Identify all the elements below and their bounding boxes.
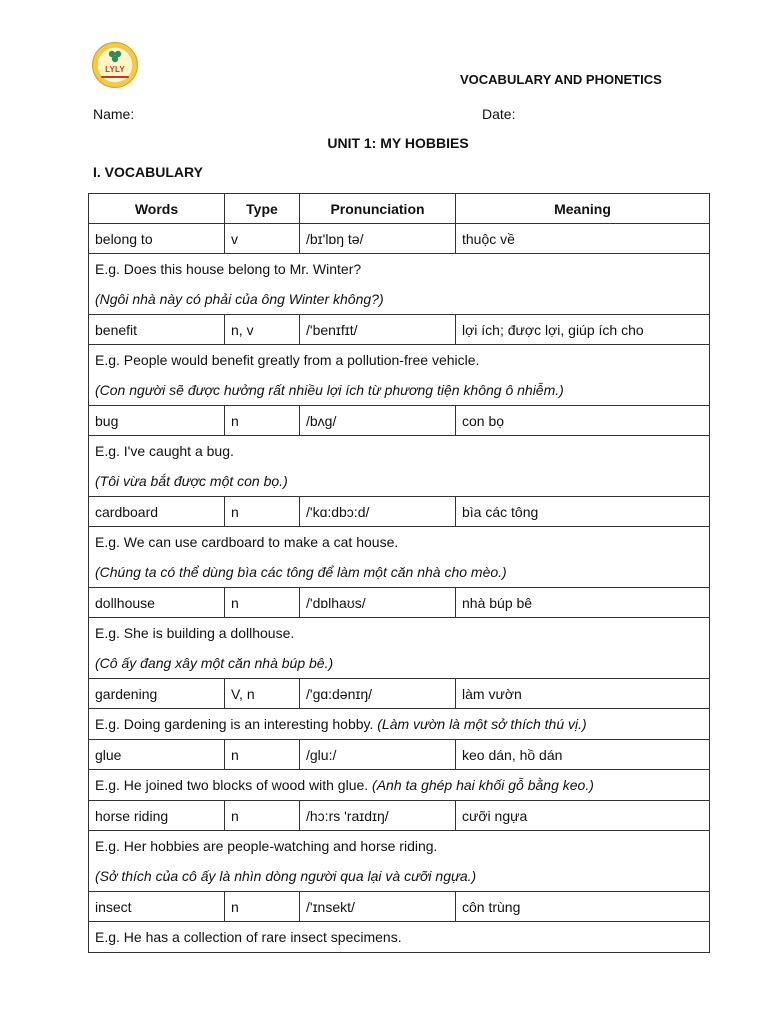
- cell-word: belong to: [89, 224, 225, 254]
- cell-pronunciation: /hɔ:rs 'raɪdɪŋ/: [300, 801, 456, 831]
- example-cell: [89, 527, 710, 588]
- table-header-row: [89, 194, 710, 224]
- example-row: [89, 831, 710, 892]
- example-cell: [89, 770, 710, 801]
- cell-meaning: nhà búp bê: [456, 588, 710, 618]
- example-sentence: E.g. I've caught a bug.: [95, 443, 234, 459]
- example-row: [89, 922, 710, 953]
- cell-word: glue: [89, 740, 225, 770]
- example-translation: (Chúng ta có thể dùng bìa các tông để làm một căn nhà cho mèo.): [95, 564, 507, 580]
- table-row: [89, 588, 710, 618]
- document-title: VOCABULARY AND PHONETICS: [460, 72, 662, 87]
- column-header-words: Words: [89, 194, 225, 224]
- unit-title: UNIT 1: MY HOBBIES: [327, 135, 469, 151]
- example-row: [89, 345, 710, 406]
- table-row: [89, 892, 710, 922]
- example-cell: [89, 345, 710, 406]
- column-header-meaning: Meaning: [456, 194, 710, 224]
- table-row: [89, 679, 710, 709]
- cell-meaning: keo dán, hồ dán: [456, 740, 710, 770]
- cell-pronunciation: /glu:/: [300, 740, 456, 770]
- column-header-type: Type: [225, 194, 300, 224]
- example-cell: [89, 831, 710, 892]
- example-sentence: E.g. He joined two blocks of wood with glue.: [95, 777, 369, 793]
- cell-word: dollhouse: [89, 588, 225, 618]
- example-translation: (Cô ấy đang xây một căn nhà búp bê.): [95, 655, 334, 671]
- cell-meaning: bìa các tông: [456, 497, 710, 527]
- example-sentence: E.g. People would benefit greatly from a pollution-free vehicle.: [95, 352, 480, 368]
- date-label: Date:: [482, 106, 516, 122]
- example-row: [89, 770, 710, 801]
- table-row: [89, 224, 710, 254]
- cell-meaning: thuộc về: [456, 224, 710, 254]
- cell-word: gardening: [89, 679, 225, 709]
- cell-pronunciation: /'gɑ:dənɪŋ/: [300, 679, 456, 709]
- example-cell: [89, 436, 710, 497]
- column-header-pronunciation: Pronunciation: [300, 194, 456, 224]
- example-sentence: E.g. Does this house belong to Mr. Winter?: [95, 261, 362, 277]
- cell-pronunciation: /bɪ'lɒŋ tə/: [300, 224, 456, 254]
- cell-pronunciation: /bʌg/: [300, 406, 456, 436]
- section-title: I. VOCABULARY: [93, 164, 203, 180]
- example-translation: (Làm vườn là một sở thích thú vị.): [377, 716, 587, 732]
- example-cell: [89, 709, 710, 740]
- cell-pronunciation: /'kɑ:dbɔ:d/: [300, 497, 456, 527]
- cell-type: n: [225, 740, 300, 770]
- example-sentence: E.g. She is building a dollhouse.: [95, 625, 295, 641]
- cell-type: n: [225, 892, 300, 922]
- example-cell: [89, 922, 710, 953]
- example-sentence: E.g. He has a collection of rare insect specimens.: [95, 929, 402, 945]
- school-logo: [92, 42, 138, 88]
- cell-type: V, n: [225, 679, 300, 709]
- example-translation: (Tôi vừa bắt được một con bọ.): [95, 473, 288, 489]
- cell-meaning: cưỡi ngựa: [456, 801, 710, 831]
- example-sentence: E.g. Her hobbies are people-watching and horse riding.: [95, 838, 438, 854]
- cell-type: n: [225, 801, 300, 831]
- cell-word: horse riding: [89, 801, 225, 831]
- cell-word: insect: [89, 892, 225, 922]
- example-cell: [89, 254, 710, 315]
- cell-pronunciation: /'ɪnsekt/: [300, 892, 456, 922]
- example-row: [89, 709, 710, 740]
- cell-meaning: côn trùng: [456, 892, 710, 922]
- cell-type: n, v: [225, 315, 300, 345]
- cell-word: cardboard: [89, 497, 225, 527]
- vocabulary-table: [88, 193, 710, 953]
- example-row: [89, 436, 710, 497]
- cell-pronunciation: /'dɒlhaʊs/: [300, 588, 456, 618]
- cell-meaning: lợi ích; được lợi, giúp ích cho: [456, 315, 710, 345]
- example-row: [89, 527, 710, 588]
- example-translation: (Ngôi nhà này có phải của ông Winter không?): [95, 291, 384, 307]
- cell-type: n: [225, 588, 300, 618]
- example-translation: (Con người sẽ được hưởng rất nhiều lợi ích từ phương tiện không ô nhiễm.): [95, 382, 564, 398]
- name-label: Name:: [93, 106, 135, 122]
- table-body: [89, 224, 710, 953]
- example-row: [89, 254, 710, 315]
- cell-meaning: con bọ: [456, 406, 710, 436]
- cell-type: n: [225, 497, 300, 527]
- cell-type: v: [225, 224, 300, 254]
- table-row: [89, 406, 710, 436]
- cell-pronunciation: /'benɪfɪt/: [300, 315, 456, 345]
- clover-emblem-icon: [107, 49, 123, 63]
- cell-word: bug: [89, 406, 225, 436]
- cell-type: n: [225, 406, 300, 436]
- example-translation: (Anh ta ghép hai khối gỗ bằng keo.): [372, 777, 594, 793]
- logo-text: LYLY: [105, 65, 125, 74]
- table-row: [89, 801, 710, 831]
- cell-meaning: làm vườn: [456, 679, 710, 709]
- example-translation: (Sở thích của cô ấy là nhìn dòng người qua lại và cưỡi ngựa.): [95, 868, 477, 884]
- example-sentence: E.g. We can use cardboard to make a cat house.: [95, 534, 399, 550]
- example-cell: [89, 618, 710, 679]
- table-row: [89, 740, 710, 770]
- cell-word: benefit: [89, 315, 225, 345]
- logo-ribbon: [101, 76, 129, 78]
- table-row: [89, 315, 710, 345]
- example-row: [89, 618, 710, 679]
- table-row: [89, 497, 710, 527]
- example-sentence: E.g. Doing gardening is an interesting hobby.: [95, 716, 374, 732]
